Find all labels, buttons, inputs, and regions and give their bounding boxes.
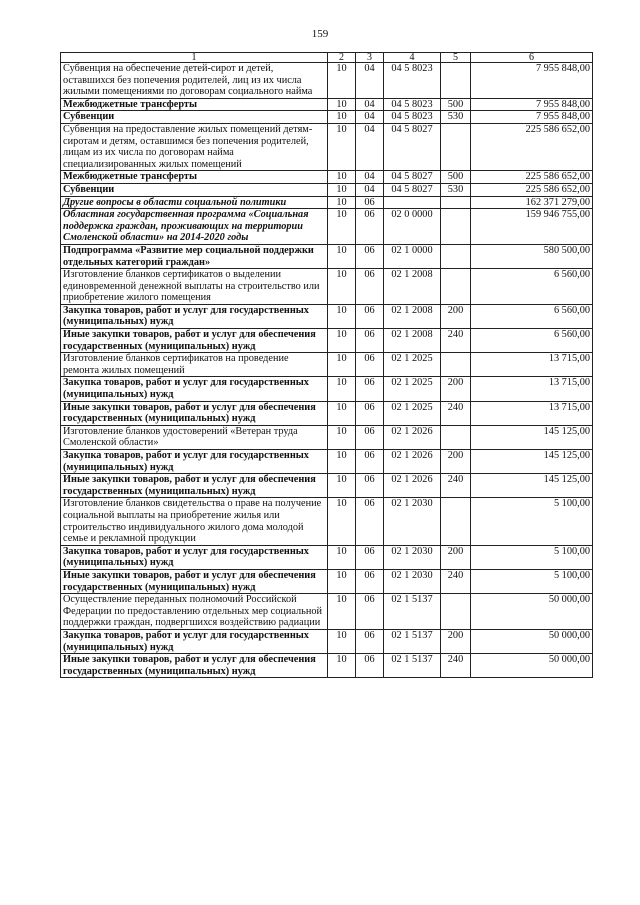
amount-cell: 13 715,00 [471,377,593,401]
target-article-cell: 02 1 2030 [384,498,441,545]
amount-cell: 5 100,00 [471,545,593,569]
subsection-code-cell: 06 [356,654,384,678]
target-article-cell: 04 5 8023 [384,111,441,124]
amount-cell: 7 955 848,00 [471,63,593,99]
amount-cell: 50 000,00 [471,629,593,653]
amount-cell: 162 371 279,00 [471,196,593,209]
expense-type-cell [441,123,471,170]
table-row [61,474,593,498]
row-name-cell: Субвенция на предоставление жилых помещений детям-сиротам и детям, оставшимся без попечения родителей, лицам из их числа по договорам найма специализированных жилых помещений [61,123,328,170]
row-name-cell: Изготовление бланков сертификатов на проведение ремонта жилых помещений [61,353,328,377]
subsection-code-cell: 06 [356,244,384,268]
subsection-code-cell: 06 [356,450,384,474]
row-name-cell: Межбюджетные трансферты [61,171,328,184]
target-article-cell: 02 1 5137 [384,594,441,630]
section-code-cell: 10 [328,123,356,170]
page-number: 159 [311,28,329,40]
section-code-cell: 10 [328,209,356,245]
subsection-code-cell: 06 [356,196,384,209]
expense-type-cell: 240 [441,654,471,678]
expense-type-cell: 500 [441,171,471,184]
table-row [61,498,593,545]
table-row [61,209,593,245]
target-article-cell: 04 5 8023 [384,63,441,99]
subsection-code-cell: 04 [356,111,384,124]
section-code-cell: 10 [328,401,356,425]
column-header-1: 1 [61,53,328,63]
table-row [61,123,593,170]
row-name-cell: Субвенция на обеспечение детей-сирот и детей, оставшихся без попечения родителей, лиц из их числа жилыми помещениями по договорам социального найма [61,63,328,99]
amount-cell: 159 946 755,00 [471,209,593,245]
table-row [61,450,593,474]
section-code-cell: 10 [328,98,356,111]
row-name-cell: Закупка товаров, работ и услуг для государственных (муниципальных) нужд [61,629,328,653]
table-row [61,569,593,593]
amount-cell: 580 500,00 [471,244,593,268]
table-row [61,353,593,377]
section-code-cell: 10 [328,425,356,449]
expense-type-cell [441,244,471,268]
amount-cell: 13 715,00 [471,353,593,377]
row-name-cell: Субвенции [61,183,328,196]
amount-cell: 145 125,00 [471,474,593,498]
expense-type-cell: 500 [441,98,471,111]
subsection-code-cell: 06 [356,629,384,653]
column-header-2: 2 [328,53,356,63]
amount-cell: 145 125,00 [471,425,593,449]
subsection-code-cell: 06 [356,401,384,425]
target-article-cell: 02 1 2008 [384,304,441,328]
table-row [61,377,593,401]
section-code-cell: 10 [328,498,356,545]
target-article-cell: 02 1 2025 [384,377,441,401]
table-row [61,545,593,569]
amount-cell: 145 125,00 [471,450,593,474]
expense-type-cell: 240 [441,401,471,425]
row-name-cell: Изготовление бланков свидетельства о праве на получение социальной выплаты на приобретение жилья или строительство индивидуального жилого дома молодой семье и рекламной продукции [61,498,328,545]
row-name-cell: Закупка товаров, работ и услуг для государственных (муниципальных) нужд [61,450,328,474]
table-row [61,183,593,196]
subsection-code-cell: 06 [356,545,384,569]
section-code-cell: 10 [328,304,356,328]
subsection-code-cell: 06 [356,304,384,328]
row-name-cell: Иные закупки товаров, работ и услуг для обеспечения государственных (муниципальных) нужд [61,474,328,498]
target-article-cell [384,196,441,209]
subsection-code-cell: 06 [356,425,384,449]
target-article-cell: 02 1 2026 [384,450,441,474]
target-article-cell: 02 1 2025 [384,353,441,377]
row-name-cell: Другие вопросы в области социальной политики [61,196,328,209]
subsection-code-cell: 06 [356,329,384,353]
amount-cell: 225 586 652,00 [471,183,593,196]
target-article-cell: 02 1 2030 [384,569,441,593]
subsection-code-cell: 06 [356,269,384,305]
expense-type-cell [441,269,471,305]
target-article-cell: 02 1 2026 [384,474,441,498]
subsection-code-cell: 06 [356,474,384,498]
subsection-code-cell: 06 [356,498,384,545]
section-code-cell: 10 [328,244,356,268]
expense-type-cell [441,63,471,99]
subsection-code-cell: 04 [356,98,384,111]
table-row [61,98,593,111]
expense-type-cell: 200 [441,629,471,653]
table-row [61,654,593,678]
table-row [61,401,593,425]
section-code-cell: 10 [328,377,356,401]
row-name-cell: Иные закупки товаров, работ и услуг для обеспечения государственных (муниципальных) нужд [61,654,328,678]
row-name-cell: Изготовление бланков удостоверений «Ветеран труда Смоленской области» [61,425,328,449]
amount-cell: 5 100,00 [471,569,593,593]
section-code-cell: 10 [328,654,356,678]
row-name-cell: Закупка товаров, работ и услуг для государственных (муниципальных) нужд [61,377,328,401]
row-name-cell: Областная государственная программа «Социальная поддержка граждан, проживающих на территории Смоленской области» на 2014-2020 годы [61,209,328,245]
section-code-cell: 10 [328,545,356,569]
expense-type-cell [441,498,471,545]
expense-type-cell: 200 [441,377,471,401]
expense-type-cell: 530 [441,111,471,124]
expense-type-cell: 240 [441,569,471,593]
subsection-code-cell: 06 [356,353,384,377]
amount-cell: 6 560,00 [471,329,593,353]
row-name-cell: Иные закупки товаров, работ и услуг для обеспечения государственных (муниципальных) нужд [61,569,328,593]
expense-type-cell [441,196,471,209]
table-header-row [61,53,593,63]
target-article-cell: 04 5 8027 [384,183,441,196]
subsection-code-cell: 04 [356,63,384,99]
target-article-cell: 02 1 5137 [384,654,441,678]
section-code-cell: 10 [328,569,356,593]
target-article-cell: 02 1 2025 [384,401,441,425]
column-header-5: 5 [441,53,471,63]
section-code-cell: 10 [328,594,356,630]
target-article-cell: 02 1 2008 [384,329,441,353]
amount-cell: 225 586 652,00 [471,123,593,170]
expense-type-cell: 240 [441,474,471,498]
column-header-4: 4 [384,53,441,63]
target-article-cell: 04 5 8027 [384,123,441,170]
section-code-cell: 10 [328,183,356,196]
row-name-cell: Осуществление переданных полномочий Российской Федерации по предоставлению отдельных мер социальной поддержки граждан, подвергшихся воздействию радиации [61,594,328,630]
table-row [61,63,593,99]
target-article-cell: 04 5 8027 [384,171,441,184]
row-name-cell: Закупка товаров, работ и услуг для государственных (муниципальных) нужд [61,545,328,569]
row-name-cell: Иные закупки товаров, работ и услуг для обеспечения государственных (муниципальных) нужд [61,401,328,425]
section-code-cell: 10 [328,171,356,184]
section-code-cell: 10 [328,629,356,653]
amount-cell: 50 000,00 [471,654,593,678]
section-code-cell: 10 [328,474,356,498]
section-code-cell: 10 [328,63,356,99]
amount-cell: 50 000,00 [471,594,593,630]
column-header-6: 6 [471,53,593,63]
table-row [61,111,593,124]
amount-cell: 7 955 848,00 [471,98,593,111]
amount-cell: 7 955 848,00 [471,111,593,124]
section-code-cell: 10 [328,111,356,124]
row-name-cell: Субвенции [61,111,328,124]
target-article-cell: 02 1 0000 [384,244,441,268]
amount-cell: 6 560,00 [471,269,593,305]
table-row [61,594,593,630]
section-code-cell: 10 [328,450,356,474]
expense-type-cell: 200 [441,545,471,569]
subsection-code-cell: 04 [356,123,384,170]
section-code-cell: 10 [328,196,356,209]
table-row [61,425,593,449]
target-article-cell: 04 5 8023 [384,98,441,111]
amount-cell: 225 586 652,00 [471,171,593,184]
amount-cell: 5 100,00 [471,498,593,545]
expense-type-cell: 240 [441,329,471,353]
table-row [61,269,593,305]
target-article-cell: 02 1 2008 [384,269,441,305]
target-article-cell: 02 1 5137 [384,629,441,653]
table-row [61,171,593,184]
subsection-code-cell: 06 [356,377,384,401]
subsection-code-cell: 06 [356,209,384,245]
row-name-cell: Закупка товаров, работ и услуг для государственных (муниципальных) нужд [61,304,328,328]
row-name-cell: Изготовление бланков сертификатов о выделении единовременной денежной выплаты на строительство или приобретение жилого помещения [61,269,328,305]
row-name-cell: Межбюджетные трансферты [61,98,328,111]
expense-type-cell [441,594,471,630]
table-row [61,629,593,653]
expense-type-cell: 200 [441,450,471,474]
subsection-code-cell: 04 [356,171,384,184]
expense-type-cell [441,353,471,377]
amount-cell: 13 715,00 [471,401,593,425]
amount-cell: 6 560,00 [471,304,593,328]
subsection-code-cell: 06 [356,569,384,593]
column-header-3: 3 [356,53,384,63]
expense-type-cell [441,209,471,245]
row-name-cell: Иные закупки товаров, работ и услуг для обеспечения государственных (муниципальных) нужд [61,329,328,353]
target-article-cell: 02 0 0000 [384,209,441,245]
subsection-code-cell: 04 [356,183,384,196]
table-row [61,329,593,353]
row-name-cell: Подпрограмма «Развитие мер социальной поддержки отдельных категорий граждан» [61,244,328,268]
expense-type-cell: 530 [441,183,471,196]
target-article-cell: 02 1 2026 [384,425,441,449]
section-code-cell: 10 [328,329,356,353]
subsection-code-cell: 06 [356,594,384,630]
expense-type-cell [441,425,471,449]
target-article-cell: 02 1 2030 [384,545,441,569]
table-row [61,196,593,209]
expense-type-cell: 200 [441,304,471,328]
section-code-cell: 10 [328,269,356,305]
table-row [61,304,593,328]
section-code-cell: 10 [328,353,356,377]
table-row [61,244,593,268]
budget-table [60,52,593,678]
